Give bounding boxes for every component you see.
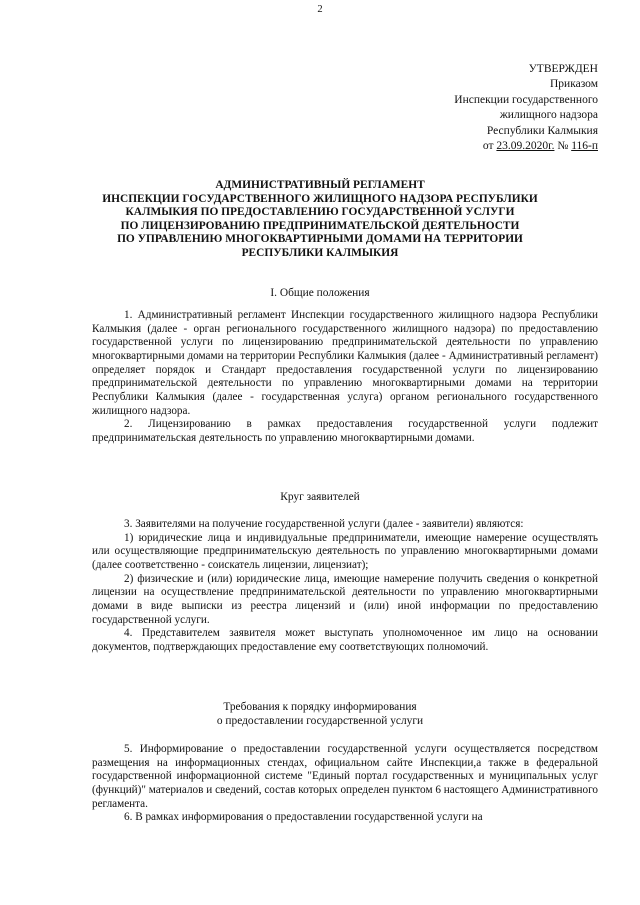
approval-number-prefix: № — [554, 140, 572, 153]
document-title — [70, 179, 570, 261]
approval-line: Приказом — [549, 78, 598, 91]
paragraph: 6. В рамках информирования о предоставлении государственной услуги на — [124, 811, 483, 824]
title-line: ПО ЛИЦЕНЗИРОВАНИЮ ПРЕДПРИНИМАТЕЛЬСКОЙ ДЕЯТЕЛЬНОСТИ — [120, 219, 520, 232]
title-line: РЕСПУБЛИКИ КАЛМЫКИЯ — [241, 246, 399, 259]
approval-line: жилищного надзора — [499, 109, 598, 122]
title-line: ИНСПЕКЦИИ ГОСУДАРСТВЕННОГО ЖИЛИЩНОГО НАДЗОРА РЕСПУБЛИКИ — [102, 192, 538, 205]
approval-line: Инспекции государственного — [454, 93, 598, 106]
approval-date-prefix: от — [482, 140, 497, 153]
approval-number: 116-п — [571, 140, 598, 153]
heading-line: Требования к порядку информирования — [223, 701, 417, 713]
paragraph: 5. Информирование о предоставлении государственной услуги осуществляется посредством размещения на информационных стендах, официальном сайте Инспекции,а также в федеральной государственной информационной системе "Единый портал государственных и муниципальных услуг (функций)" материалов и сведений, состав которых определен пунктом 6 настоящего Административного регламента. — [92, 743, 598, 810]
heading-line: о предоставлении государственной услуги — [216, 715, 424, 727]
approval-line: УТВЕРЖДЕН — [528, 63, 598, 75]
approval-stamp — [454, 62, 598, 154]
section-heading-informing — [60, 700, 580, 728]
paragraph: 1) юридические лица и индивидуальные предприниматели, имеющие намерение осуществлять или осуществляющие предпринимательскую деятельность по управлению многоквартирными домами (далее соответственно - соискатель лицензии, лицензиат); — [92, 531, 598, 571]
page-number: 2 — [317, 4, 323, 15]
section-body-general — [92, 309, 598, 446]
title-line: КАЛМЫКИЯ ПО ПРЕДОСТАВЛЕНИЮ ГОСУДАРСТВЕННОЙ УСЛУГИ — [125, 206, 515, 219]
paragraph: 1. Административный регламент Инспекции государственного жилищного надзора Республики Калмыкия (далее - орган регионального государственного жилищного надзора) по предоставлению государственной услуги по лицензированию предпринимательской деятельности по управлению многоквартирными домами на территории Республики Калмыкия (далее - Административный регламент) определяет порядок и Стандарт предоставления государственной услуги по лицензированию предпринимательской деятельности по управлению многоквартирными домами на территории Республики Калмыкия (далее - государственная услуга) органом регионального государственного жилищного надзора. — [92, 309, 598, 417]
section-body-applicants — [92, 518, 598, 655]
title-line: АДМИНИСТРАТИВНЫЙ РЕГЛАМЕНТ — [215, 179, 425, 191]
paragraph: 4. Представителем заявителя может выступать уполномоченное им лицо на основании документов, подтверждающих предоставление ему соответствующих полномочий. — [92, 627, 598, 653]
approval-date: 23.09.2020г. — [496, 140, 555, 153]
section-body-informing — [92, 743, 598, 825]
section-heading-general: I. Общие положения — [270, 287, 370, 299]
approval-line: Республики Калмыкия — [486, 124, 598, 137]
approval-date-line — [454, 139, 598, 154]
section-heading-applicants: Круг заявителей — [280, 491, 360, 503]
paragraph: 3. Заявителями на получение государственной услуги (далее - заявители) являются: — [124, 518, 524, 530]
paragraph: 2) физические и (или) юридические лица, имеющие намерение получить сведения о конкретной лицензии на осуществление предпринимательской деятельности по управлению многоквартирными домами в виде выписки из реестра лицензий и (или) иной информации по предоставлению государственной услуги. — [92, 572, 598, 626]
title-line: ПО УПРАВЛЕНИЮ МНОГОКВАРТИРНЫМИ ДОМАМИ НА ТЕРРИТОРИИ — [117, 233, 523, 246]
paragraph: 2. Лицензированию в рамках предоставления государственной услуги подлежит предпринимательская деятельность по управлению многоквартирными домами. — [92, 418, 598, 444]
